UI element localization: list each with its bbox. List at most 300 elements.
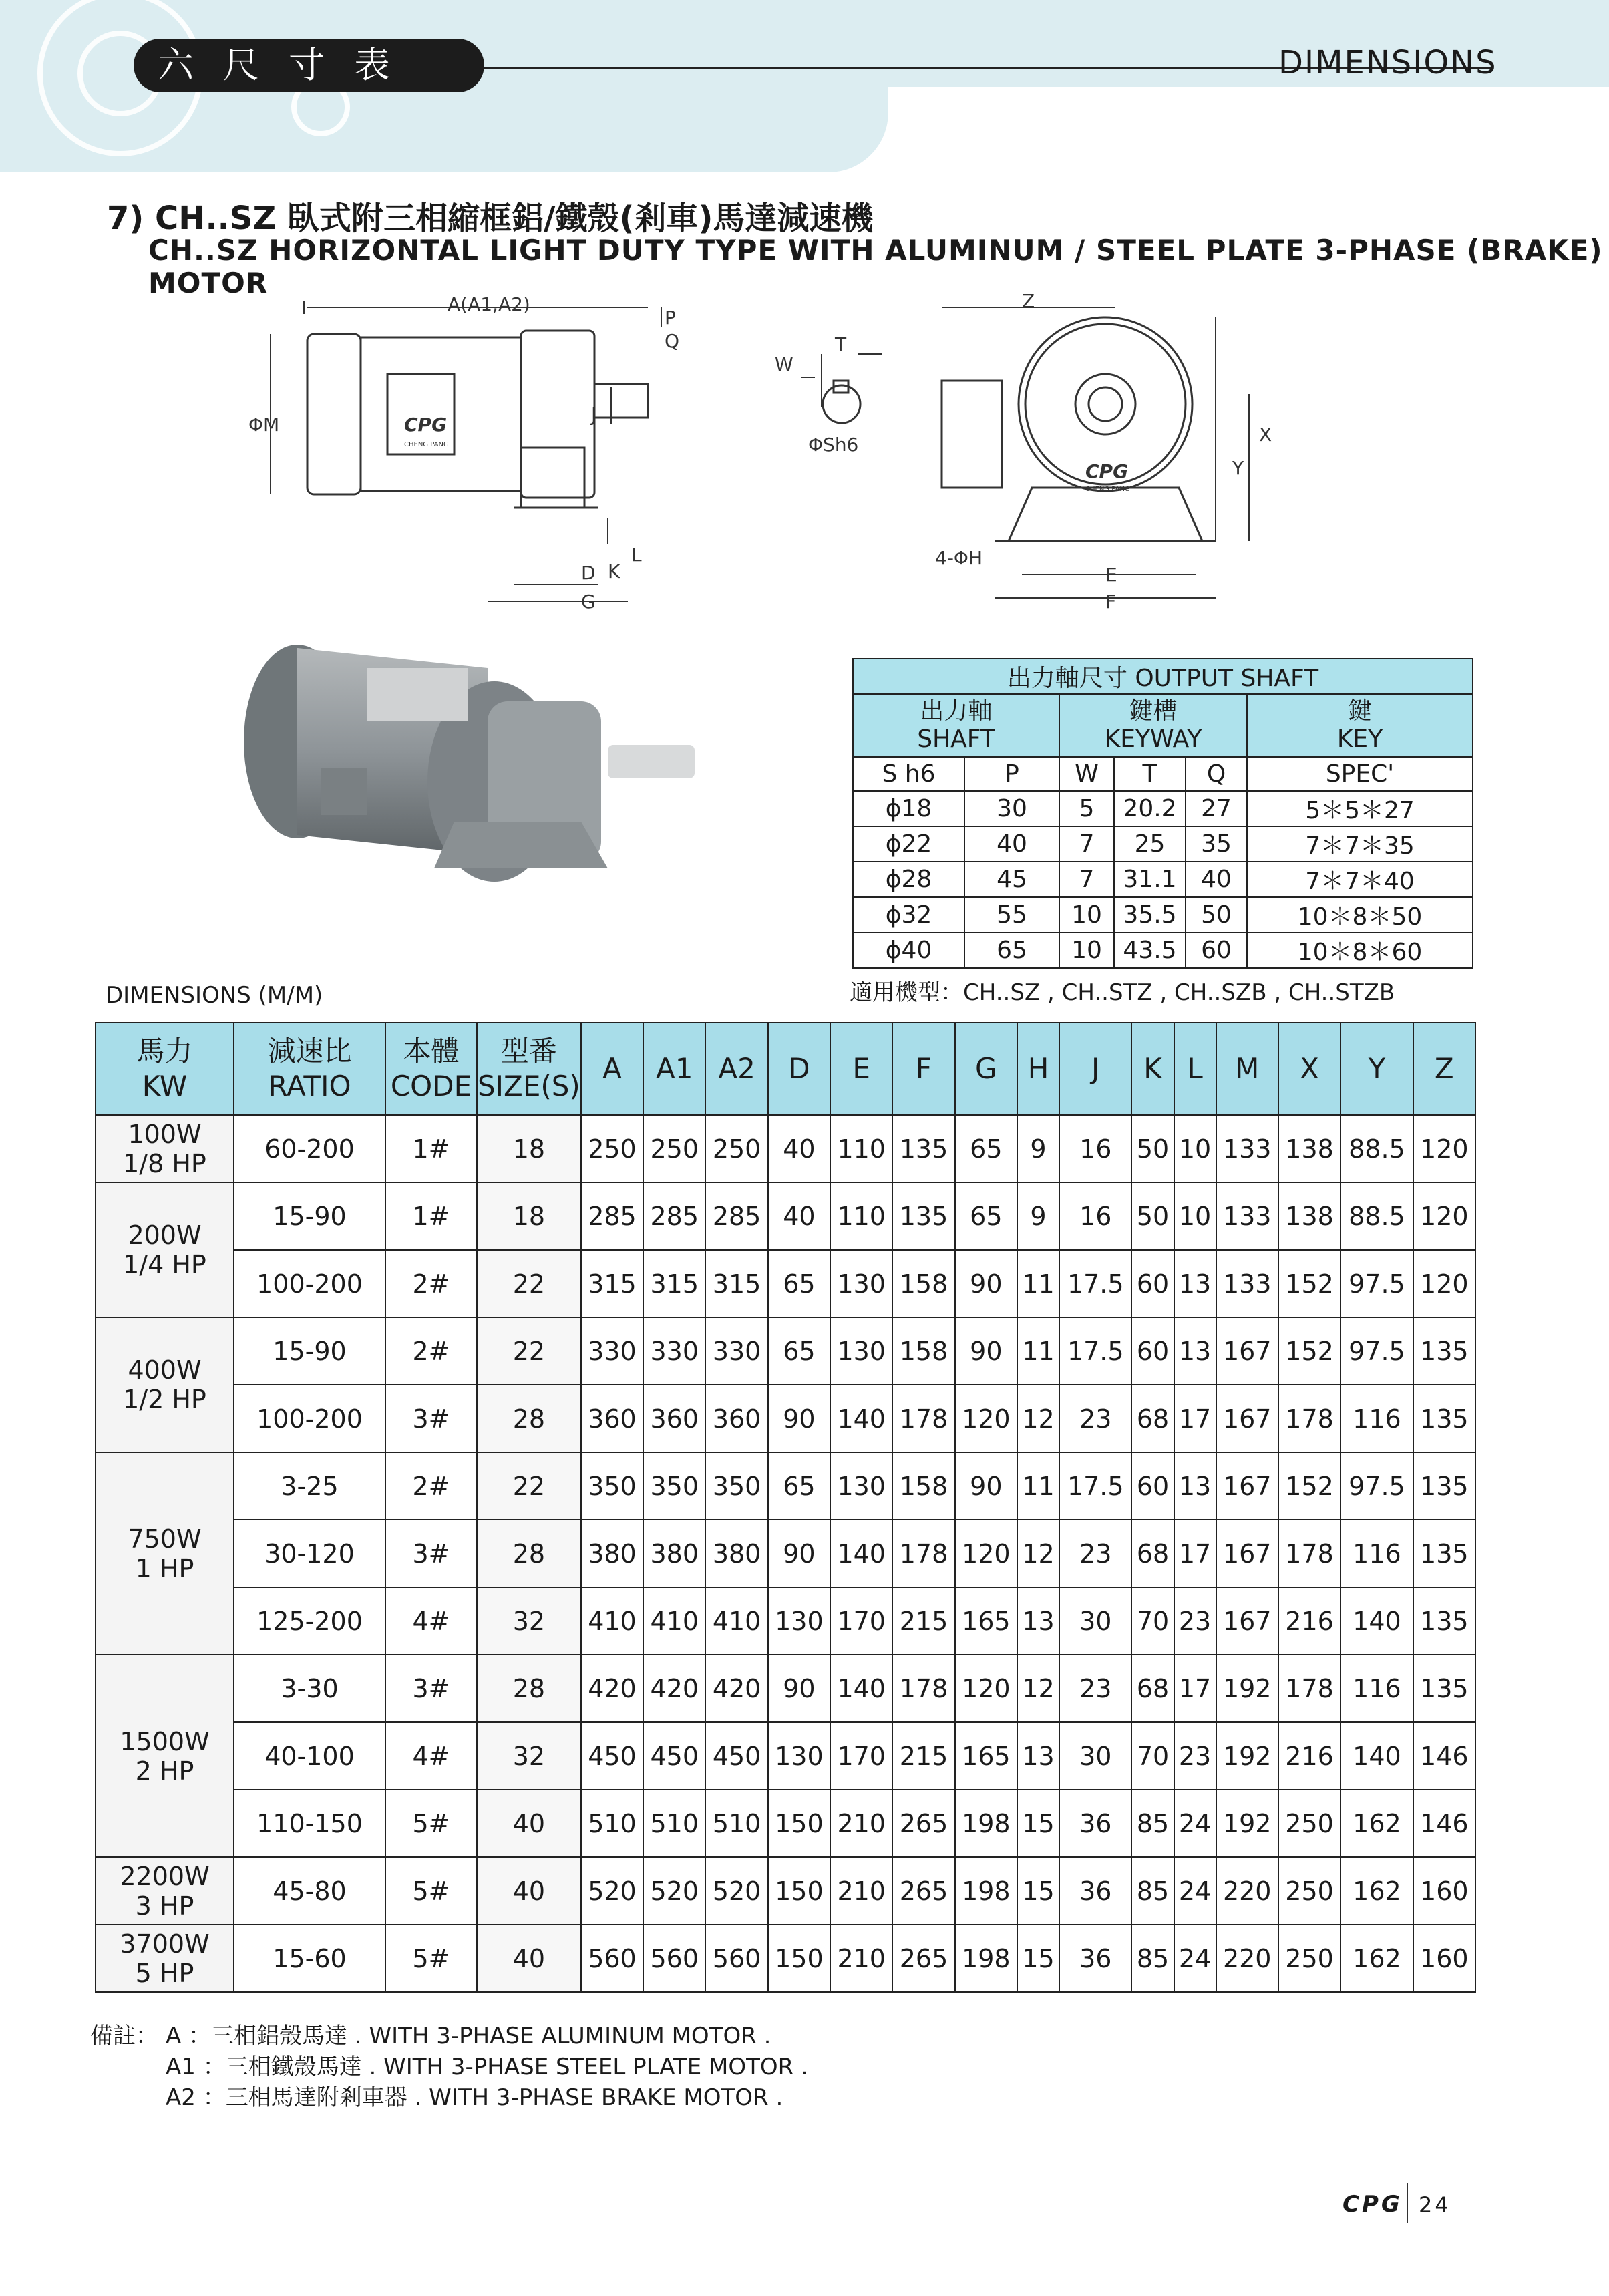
power-hp: 1/8 HP <box>123 1148 206 1178</box>
table-cell: 315 <box>581 1250 643 1317</box>
power-kw: 1500W <box>120 1726 210 1756</box>
front-view-drawing <box>922 287 1282 628</box>
header-col-z: Z <box>1413 1023 1475 1115</box>
table-cell: 178 <box>892 1655 954 1722</box>
table-cell: 18 <box>477 1182 581 1250</box>
table-cell: 198 <box>955 1925 1017 1992</box>
table-cell: 120 <box>1413 1250 1475 1317</box>
note-line: A1 ：三相鐵殼馬達 . WITH 3-PHASE STEEL PLATE MOTOR . <box>166 2054 808 2080</box>
table-cell: 150 <box>768 1790 830 1857</box>
table-cell: 315 <box>643 1250 705 1317</box>
table-cell: 40 <box>477 1857 581 1925</box>
shaft-cell: 45 <box>964 862 1059 897</box>
table-cell: 162 <box>1340 1857 1413 1925</box>
table-cell: 215 <box>892 1587 954 1655</box>
table-cell: 15-60 <box>234 1925 385 1992</box>
shaft-cell: ϕ28 <box>853 862 964 897</box>
table-cell: 16 <box>1059 1115 1131 1182</box>
table-cell: 420 <box>643 1655 705 1722</box>
table-cell: 12 <box>1017 1655 1059 1722</box>
table-cell: 45-80 <box>234 1857 385 1925</box>
table-cell: 110-150 <box>234 1790 385 1857</box>
header-col-y: Y <box>1340 1023 1413 1115</box>
shaft-row <box>853 897 1473 933</box>
table-cell: 40 <box>768 1115 830 1182</box>
table-cell: 28 <box>477 1655 581 1722</box>
table-cell: 250 <box>1278 1925 1340 1992</box>
table-cell: 135 <box>1413 1452 1475 1520</box>
power-cell <box>96 1452 234 1655</box>
dim-w-label: W <box>775 353 793 375</box>
header-col-j: J <box>1059 1023 1131 1115</box>
power-kw: 400W <box>128 1355 202 1385</box>
table-cell: 23 <box>1174 1587 1216 1655</box>
power-hp: 1/4 HP <box>123 1250 206 1279</box>
table-row <box>96 1385 1475 1452</box>
header-kw <box>96 1023 234 1115</box>
table-cell: 330 <box>705 1317 767 1385</box>
table-cell: 520 <box>705 1857 767 1925</box>
table-cell: 13 <box>1174 1452 1216 1520</box>
table-cell: 198 <box>955 1857 1017 1925</box>
table-cell: 125-200 <box>234 1587 385 1655</box>
table-cell: 250 <box>705 1115 767 1182</box>
table-cell: 165 <box>955 1587 1017 1655</box>
dim-y-label: Y <box>1232 457 1244 479</box>
power-kw: 200W <box>128 1220 202 1250</box>
table-cell: 110 <box>830 1115 892 1182</box>
power-cell <box>96 1655 234 1857</box>
table-cell: 520 <box>581 1857 643 1925</box>
table-cell: 140 <box>830 1520 892 1587</box>
table-cell: 265 <box>892 1790 954 1857</box>
table-cell: 220 <box>1216 1925 1278 1992</box>
key-group-en: KEY <box>1336 725 1383 753</box>
dim-d-label: D <box>581 562 596 584</box>
table-cell: 60 <box>1131 1250 1174 1317</box>
table-cell: 135 <box>892 1115 954 1182</box>
table-cell: 18 <box>477 1115 581 1182</box>
table-cell: 2# <box>385 1250 477 1317</box>
table-cell: 285 <box>581 1182 643 1250</box>
table-cell: 210 <box>830 1857 892 1925</box>
header-col-g: G <box>955 1023 1017 1115</box>
header-size-cn: 型番 <box>500 1035 557 1068</box>
sub-header: Q <box>1186 757 1247 791</box>
table-cell: 133 <box>1216 1250 1278 1317</box>
table-cell: 88.5 <box>1340 1182 1413 1250</box>
shaft-group-en: SHAFT <box>917 725 995 753</box>
table-cell: 24 <box>1174 1857 1216 1925</box>
header-col-f: F <box>892 1023 954 1115</box>
table-cell: 65 <box>768 1250 830 1317</box>
table-cell: 13 <box>1174 1317 1216 1385</box>
table-cell: 100-200 <box>234 1385 385 1452</box>
table-cell: 250 <box>643 1115 705 1182</box>
header-col-x: X <box>1278 1023 1340 1115</box>
table-cell: 135 <box>1413 1520 1475 1587</box>
table-cell: 10 <box>1174 1115 1216 1182</box>
keyway-group-header <box>1059 694 1247 757</box>
header-col-a2: A2 <box>705 1023 767 1115</box>
table-cell: 1# <box>385 1115 477 1182</box>
table-cell: 17 <box>1174 1520 1216 1587</box>
power-cell <box>96 1317 234 1452</box>
table-cell: 167 <box>1216 1317 1278 1385</box>
table-cell: 68 <box>1131 1655 1174 1722</box>
table-cell: 138 <box>1278 1182 1340 1250</box>
table-cell: 130 <box>768 1587 830 1655</box>
table-cell: 16 <box>1059 1182 1131 1250</box>
table-cell: 192 <box>1216 1722 1278 1790</box>
power-cell <box>96 1182 234 1317</box>
shaft-cell: 10 <box>1059 933 1114 968</box>
shaft-key-drawing <box>735 287 895 474</box>
table-cell: 330 <box>643 1317 705 1385</box>
output-shaft-table <box>852 658 1473 969</box>
table-cell: 265 <box>892 1857 954 1925</box>
table-cell: 170 <box>830 1587 892 1655</box>
shaft-cell: 65 <box>964 933 1059 968</box>
shaft-cell: 25 <box>1114 826 1186 862</box>
table-cell: 60 <box>1131 1317 1174 1385</box>
shaft-cell: 7＊7＊35 <box>1247 826 1473 862</box>
table-cell: 510 <box>643 1790 705 1857</box>
table-cell: 410 <box>581 1587 643 1655</box>
table-cell: 40 <box>477 1790 581 1857</box>
shaft-row <box>853 862 1473 897</box>
table-cell: 90 <box>768 1520 830 1587</box>
table-cell: 85 <box>1131 1925 1174 1992</box>
shaft-cell: ϕ40 <box>853 933 964 968</box>
table-cell: 11 <box>1017 1317 1059 1385</box>
cpg-logo-front: CPG <box>1085 460 1129 482</box>
table-cell: 158 <box>892 1317 954 1385</box>
header-background-right <box>888 0 1609 87</box>
table-cell: 15 <box>1017 1790 1059 1857</box>
table-cell: 158 <box>892 1250 954 1317</box>
table-cell: 350 <box>705 1452 767 1520</box>
shaft-cell: ϕ22 <box>853 826 964 862</box>
section-title-cn: 7) CH..SZ 臥式附三相縮框鋁/鐵殼(剎車)馬達減速機 <box>107 200 874 237</box>
dim-k-label: K <box>608 560 620 583</box>
shaft-subheader-row <box>853 757 1473 791</box>
dim-g-label: G <box>581 591 596 613</box>
header-ratio-en: RATIO <box>268 1070 351 1102</box>
table-cell: 140 <box>830 1655 892 1722</box>
power-cell <box>96 1857 234 1925</box>
table-cell: 110 <box>830 1182 892 1250</box>
header-size-en: SIZE(S) <box>478 1070 580 1102</box>
table-cell: 30-120 <box>234 1520 385 1587</box>
table-cell: 285 <box>705 1182 767 1250</box>
footer-logo: CPG <box>1343 2191 1403 2218</box>
dimensions-table <box>95 1022 1476 1993</box>
table-cell: 420 <box>705 1655 767 1722</box>
dimensions-unit-label: DIMENSIONS (M/M) <box>106 982 323 1009</box>
table-cell: 17.5 <box>1059 1250 1131 1317</box>
table-cell: 11 <box>1017 1452 1059 1520</box>
key-group-header <box>1247 694 1473 757</box>
power-hp: 1 HP <box>135 1553 194 1583</box>
table-cell: 85 <box>1131 1857 1174 1925</box>
shaft-cell: ϕ18 <box>853 791 964 826</box>
power-kw: 2200W <box>120 1861 210 1891</box>
table-cell: 3-30 <box>234 1655 385 1722</box>
table-cell: 216 <box>1278 1722 1340 1790</box>
shaft-cell: 35 <box>1186 826 1247 862</box>
table-cell: 450 <box>705 1722 767 1790</box>
shaft-row <box>853 791 1473 826</box>
table-cell: 560 <box>581 1925 643 1992</box>
table-cell: 68 <box>1131 1385 1174 1452</box>
table-cell: 130 <box>768 1722 830 1790</box>
table-cell: 3# <box>385 1520 477 1587</box>
header-kw-cn: 馬力 <box>136 1035 193 1068</box>
header-code-en: CODE <box>390 1070 472 1102</box>
table-cell: 140 <box>1340 1587 1413 1655</box>
table-cell: 410 <box>643 1587 705 1655</box>
table-cell: 65 <box>768 1317 830 1385</box>
section-title-en: CH..SZ HORIZONTAL LIGHT DUTY TYPE WITH ALUMINUM / STEEL PLATE 3-PHASE (BRAKE) MOTOR <box>148 234 1603 299</box>
dim-a-label: A(A1,A2) <box>448 293 530 315</box>
table-header-row <box>96 1023 1475 1115</box>
table-cell: 215 <box>892 1722 954 1790</box>
table-cell: 178 <box>892 1385 954 1452</box>
table-cell: 17.5 <box>1059 1452 1131 1520</box>
table-cell: 265 <box>892 1925 954 1992</box>
table-cell: 133 <box>1216 1182 1278 1250</box>
table-cell: 13 <box>1017 1587 1059 1655</box>
header-size <box>477 1023 581 1115</box>
table-cell: 140 <box>1340 1722 1413 1790</box>
shaft-group-header <box>853 694 1059 757</box>
table-cell: 162 <box>1340 1925 1413 1992</box>
table-cell: 150 <box>768 1857 830 1925</box>
table-row <box>96 1520 1475 1587</box>
table-cell: 97.5 <box>1340 1452 1413 1520</box>
header-ratio-cn: 減速比 <box>267 1035 352 1068</box>
table-cell: 22 <box>477 1250 581 1317</box>
sub-header: S h6 <box>853 757 964 791</box>
table-cell: 560 <box>643 1925 705 1992</box>
table-row <box>96 1857 1475 1925</box>
table-cell: 24 <box>1174 1790 1216 1857</box>
power-cell <box>96 1115 234 1182</box>
table-row <box>96 1790 1475 1857</box>
header-col-a1: A1 <box>643 1023 705 1115</box>
shaft-cell: 31.1 <box>1114 862 1186 897</box>
table-cell: 22 <box>477 1317 581 1385</box>
table-cell: 152 <box>1278 1317 1340 1385</box>
shaft-cell: 7 <box>1059 862 1114 897</box>
shaft-cell: 20.2 <box>1114 791 1186 826</box>
table-cell: 90 <box>955 1250 1017 1317</box>
sub-header: SPEC' <box>1247 757 1473 791</box>
table-cell: 133 <box>1216 1115 1278 1182</box>
power-hp: 3 HP <box>135 1891 194 1921</box>
table-cell: 23 <box>1059 1655 1131 1722</box>
table-cell: 90 <box>955 1317 1017 1385</box>
table-cell: 40-100 <box>234 1722 385 1790</box>
shaft-cell: 43.5 <box>1114 933 1186 968</box>
table-cell: 450 <box>643 1722 705 1790</box>
table-cell: 330 <box>581 1317 643 1385</box>
table-cell: 28 <box>477 1385 581 1452</box>
table-cell: 68 <box>1131 1520 1174 1587</box>
table-cell: 250 <box>1278 1790 1340 1857</box>
table-cell: 97.5 <box>1340 1317 1413 1385</box>
table-cell: 360 <box>643 1385 705 1452</box>
table-cell: 100-200 <box>234 1250 385 1317</box>
table-cell: 13 <box>1174 1250 1216 1317</box>
table-cell: 178 <box>892 1520 954 1587</box>
table-cell: 120 <box>955 1520 1017 1587</box>
table-cell: 22 <box>477 1452 581 1520</box>
table-cell: 152 <box>1278 1250 1340 1317</box>
table-cell: 23 <box>1059 1520 1131 1587</box>
table-cell: 88.5 <box>1340 1115 1413 1182</box>
table-row <box>96 1452 1475 1520</box>
shaft-group-cn: 出力軸 <box>920 697 993 725</box>
note-line: A2 ：三相馬達附剎車器 . WITH 3-PHASE BRAKE MOTOR . <box>166 2084 783 2111</box>
table-row <box>96 1655 1475 1722</box>
table-cell: 17 <box>1174 1385 1216 1452</box>
table-cell: 220 <box>1216 1857 1278 1925</box>
shaft-cell: 50 <box>1186 897 1247 933</box>
table-cell: 24 <box>1174 1925 1216 1992</box>
shaft-row <box>853 826 1473 862</box>
shaft-applicable-models: 適用機型：CH..SZ , CH..STZ , CH..SZB , CH..STZB <box>850 979 1395 1006</box>
table-cell: 3# <box>385 1385 477 1452</box>
header-code <box>385 1023 477 1115</box>
table-cell: 360 <box>705 1385 767 1452</box>
table-row <box>96 1925 1475 1992</box>
table-cell: 210 <box>830 1925 892 1992</box>
table-cell: 65 <box>955 1182 1017 1250</box>
motor-photo <box>234 628 728 942</box>
table-cell: 15 <box>1017 1857 1059 1925</box>
table-cell: 350 <box>581 1452 643 1520</box>
table-row <box>96 1250 1475 1317</box>
table-cell: 36 <box>1059 1857 1131 1925</box>
table-cell: 198 <box>955 1790 1017 1857</box>
table-cell: 28 <box>477 1520 581 1587</box>
header-col-d: D <box>768 1023 830 1115</box>
table-cell: 2# <box>385 1317 477 1385</box>
table-cell: 178 <box>1278 1655 1340 1722</box>
table-cell: 560 <box>705 1925 767 1992</box>
page-section-title: 六尺寸表 <box>134 39 484 92</box>
keyway-group-en: KEYWAY <box>1104 725 1202 753</box>
header-col-e: E <box>830 1023 892 1115</box>
table-cell: 70 <box>1131 1722 1174 1790</box>
side-view-drawing <box>227 287 735 621</box>
table-cell: 120 <box>955 1385 1017 1452</box>
table-cell: 1# <box>385 1182 477 1250</box>
header-code-cn: 本體 <box>403 1035 460 1068</box>
shaft-table-title: 出力軸尺寸 OUTPUT SHAFT <box>853 659 1473 694</box>
shaft-cell: 5＊5＊27 <box>1247 791 1473 826</box>
table-cell: 23 <box>1059 1385 1131 1452</box>
shaft-cell: 60 <box>1186 933 1247 968</box>
table-cell: 4# <box>385 1587 477 1655</box>
power-hp: 2 HP <box>135 1756 194 1786</box>
header-dimensions-label: DIMENSIONS <box>1278 44 1497 81</box>
shaft-cell: ϕ32 <box>853 897 964 933</box>
table-cell: 146 <box>1413 1790 1475 1857</box>
shaft-cell: 55 <box>964 897 1059 933</box>
table-cell: 135 <box>1413 1385 1475 1452</box>
table-cell: 3-25 <box>234 1452 385 1520</box>
table-cell: 152 <box>1278 1452 1340 1520</box>
table-cell: 5# <box>385 1925 477 1992</box>
dim-t-label: T <box>835 333 847 355</box>
table-cell: 17 <box>1174 1655 1216 1722</box>
shaft-cell: 40 <box>1186 862 1247 897</box>
shaft-cell: 10＊8＊50 <box>1247 897 1473 933</box>
table-cell: 32 <box>477 1722 581 1790</box>
dim-h-label: 4-ΦH <box>935 547 983 569</box>
shaft-cell: 7＊7＊40 <box>1247 862 1473 897</box>
table-cell: 120 <box>1413 1115 1475 1182</box>
table-cell: 60 <box>1131 1452 1174 1520</box>
power-hp: 5 HP <box>135 1958 194 1988</box>
table-cell: 210 <box>830 1790 892 1857</box>
table-cell: 135 <box>1413 1587 1475 1655</box>
table-cell: 520 <box>643 1857 705 1925</box>
table-cell: 162 <box>1340 1790 1413 1857</box>
table-cell: 97.5 <box>1340 1250 1413 1317</box>
table-cell: 12 <box>1017 1520 1059 1587</box>
table-cell: 32 <box>477 1587 581 1655</box>
shaft-cell: 5 <box>1059 791 1114 826</box>
dim-m-label: ΦM <box>248 414 280 436</box>
table-cell: 178 <box>1278 1520 1340 1587</box>
table-cell: 30 <box>1059 1587 1131 1655</box>
sub-header: W <box>1059 757 1114 791</box>
table-cell: 70 <box>1131 1587 1174 1655</box>
table-cell: 158 <box>892 1452 954 1520</box>
header-col-a: A <box>581 1023 643 1115</box>
table-cell: 36 <box>1059 1790 1131 1857</box>
sub-header: T <box>1114 757 1186 791</box>
dim-e-label: E <box>1105 564 1117 586</box>
footer-divider <box>1407 2183 1408 2223</box>
table-cell: 116 <box>1340 1385 1413 1452</box>
table-cell: 167 <box>1216 1587 1278 1655</box>
table-cell: 116 <box>1340 1655 1413 1722</box>
key-group-cn: 鍵 <box>1347 697 1372 725</box>
header-col-k: K <box>1131 1023 1174 1115</box>
table-cell: 40 <box>477 1925 581 1992</box>
table-cell: 135 <box>1413 1655 1475 1722</box>
table-cell: 9 <box>1017 1182 1059 1250</box>
header-col-m: M <box>1216 1023 1278 1115</box>
cpg-logo-sub-front: CHENG PANG <box>1085 486 1130 493</box>
table-cell: 17.5 <box>1059 1317 1131 1385</box>
dim-sh6-label: ΦSh6 <box>808 434 859 456</box>
table-cell: 216 <box>1278 1587 1340 1655</box>
table-row <box>96 1722 1475 1790</box>
table-row <box>96 1587 1475 1655</box>
table-cell: 160 <box>1413 1857 1475 1925</box>
table-cell: 50 <box>1131 1115 1174 1182</box>
table-cell: 135 <box>892 1182 954 1250</box>
sub-header: P <box>964 757 1059 791</box>
table-cell: 60-200 <box>234 1115 385 1182</box>
power-kw: 750W <box>128 1524 202 1554</box>
